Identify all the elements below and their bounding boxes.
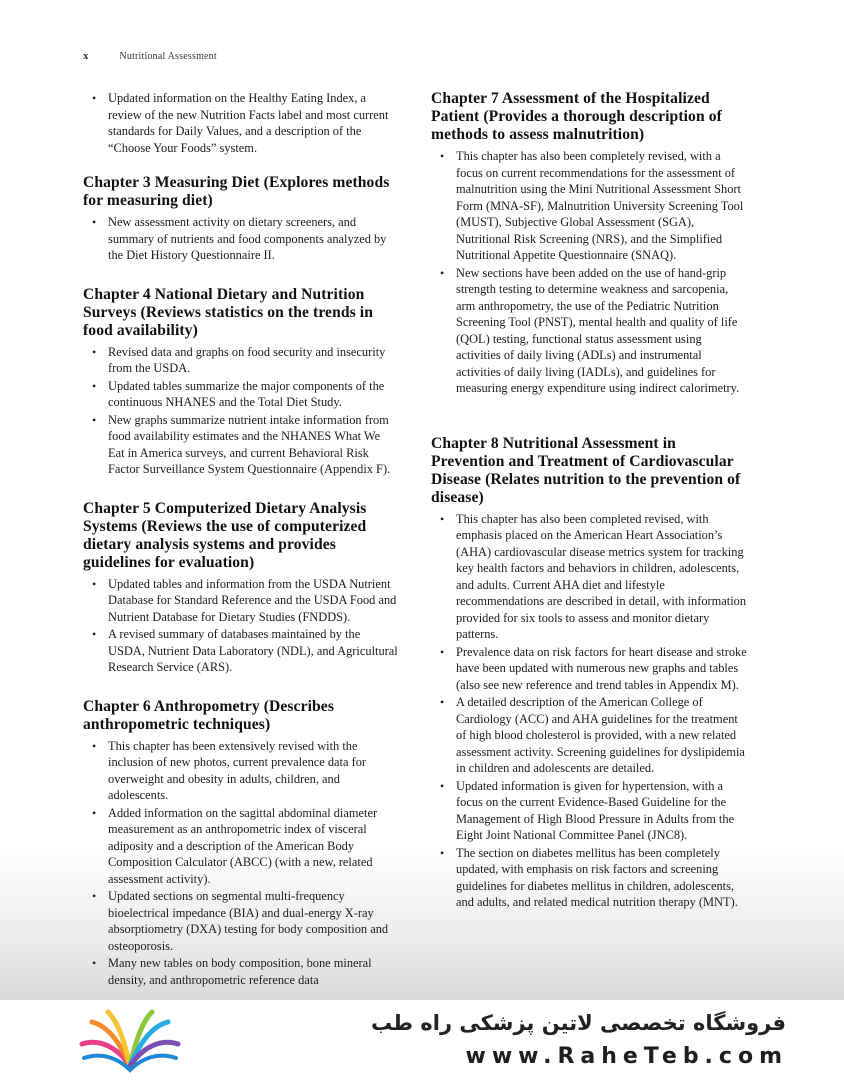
page-number: x bbox=[83, 50, 89, 62]
chapter-heading: Chapter 5 Computerized Dietary Analysis Systems (Reviews the use of computerized dietary analysis systems and provides guidelines for evaluation) bbox=[83, 499, 367, 571]
book-title: Nutritional Assessment bbox=[119, 51, 217, 62]
chapter-bullets bbox=[83, 738, 399, 989]
left-column bbox=[83, 90, 399, 1008]
chapter-bullets bbox=[431, 148, 749, 397]
chapter-5 bbox=[83, 500, 399, 676]
list-item: • Updated tables and information from the USDA Nutrient Database for Standard Reference and the USDA Food and Nutrient Database for Dietary Studies (FNDDS). bbox=[83, 576, 399, 626]
chapter-bullets bbox=[431, 511, 749, 911]
chapter-heading: Chapter 4 National Dietary and Nutrition Surveys (Reviews statistics on the trends in food availability) bbox=[83, 285, 373, 339]
open-book-logo-icon bbox=[78, 1008, 182, 1076]
list-item: • A revised summary of databases maintained by the USDA, Nutrient Data Laboratory (NDL), and Agricultural Research Service (ARS). bbox=[83, 626, 399, 676]
intro-bullets bbox=[83, 90, 399, 156]
list-item: • This chapter has been extensively revised with the inclusion of new photos, current prevalence data for overweight and obesity in adults, children, and adolescents. bbox=[83, 738, 399, 804]
list-item: • Prevalence data on risk factors for heart disease and stroke have been updated with numerous new graphs and tables (also see new reference and trend tables in Appendix M). bbox=[431, 644, 749, 694]
store-name: فروشگاه تخصصی لاتین پزشکی راه طب bbox=[371, 1011, 786, 1035]
list-item: • A detailed description of the American College of Cardiology (ACC) and AHA guidelines for the treatment of high blood cholesterol is provided, with a new related assessment activity. Screening guidelines for dyslipidemia in children and adolescents are detailed. bbox=[431, 694, 749, 777]
list-item: • Updated information on the Healthy Eating Index, a review of the new Nutrition Facts label and most current standards for Daily Values, and a description of the “Choose Your Foods” system. bbox=[83, 90, 399, 156]
chapter-bullets bbox=[83, 214, 399, 264]
list-item: • Revised data and graphs on food security and insecurity from the USDA. bbox=[83, 344, 399, 377]
list-item: • Updated sections on segmental multi-frequency bioelectrical impedance (BIA) and dual-energy X-ray absorptiometry (DXA) testing for body composition and osteoporosis. bbox=[83, 888, 399, 954]
right-column bbox=[431, 90, 749, 931]
list-item: • This chapter has also been completed revised, with emphasis placed on the American Heart Association’s (AHA) cardiovascular disease metrics system for tracking key health factors and behaviors in children, adolescents, and adults. Current AHA diet and lifestyle recommendations are described in detail, with information provided for six tools to assess and monitor dietary patterns. bbox=[431, 511, 749, 643]
chapter-bullets bbox=[83, 344, 399, 478]
list-item: • Updated tables summarize the major components of the continuous NHANES and the Total Diet Study. bbox=[83, 378, 399, 411]
list-item: • New sections have been added on the use of hand-grip strength testing to determine weakness and sarcopenia, arm anthropometry, the use of the Pediatric Nutrition Screening Tool (PNST), mental health and quality of life (QOL) testing, functional status assessment using activities of daily living (ADLs) and instrumental activities of daily living (IADLs), and guidelines for measuring energy expenditure using indirect calorimetry. bbox=[431, 265, 749, 397]
chapter-heading: Chapter 3 Measuring Diet (Explores methods for measuring diet) bbox=[83, 174, 390, 209]
list-item: • Added information on the sagittal abdominal diameter measurement as an anthropometric index of visceral adiposity and a description of the American Body Composition Calculator (ABCC) (with a new, related assessment activity). bbox=[83, 805, 399, 888]
list-item: • Many new tables on body composition, bone mineral density, and anthropometric reference data bbox=[83, 955, 399, 988]
chapter-heading: Chapter 6 Anthropometry (Describes anthropometric techniques) bbox=[83, 697, 334, 733]
chapter-bullets bbox=[83, 576, 399, 676]
chapter-4 bbox=[83, 286, 399, 478]
list-item: • The section on diabetes mellitus has been completely updated, with emphasis on risk factors and screening guidelines for diabetes mellitus in children, adolescents, and adults, and related medical nutrition therapy (MNT). bbox=[431, 845, 749, 911]
chapter-heading: Chapter 7 Assessment of the Hospitalized Patient (Provides a thorough description of methods to assess malnutrition) bbox=[431, 90, 722, 143]
list-item: • New graphs summarize nutrient intake information from food availability estimates and the NHANES What We Eat in America surveys, and current Behavioral Risk Factor Surveillance System Questionnaire (Appendix F). bbox=[83, 412, 399, 478]
chapter-heading: Chapter 8 Nutritional Assessment in Prevention and Treatment of Cardiovascular Disease (Relates nutrition to the prevention of disease) bbox=[431, 434, 741, 506]
list-item: • This chapter has also been completely revised, with a focus on current recommendations for the assessment of malnutrition using the Mini Nutritional Assessment Short Form (MNA-SF), Malnutrition University Screening Tool (MUST), Subjective Global Assessment (SGA), Nutritional Risk Screening (NRS), and the Simplified Nutritional Appetite Questionnaire (SNAQ). bbox=[431, 148, 749, 264]
intro-section bbox=[83, 90, 399, 156]
list-item: • Updated information is given for hypertension, with a focus on the current Evidence-Based Guideline for the Management of High Blood Pressure in Adults from the Eight Joint National Committee Panel (JNC8). bbox=[431, 778, 749, 844]
running-head bbox=[83, 50, 217, 62]
list-item: • New assessment activity on dietary screeners, and summary of nutrients and food components analyzed by the Diet History Questionnaire II. bbox=[83, 214, 399, 264]
chapter-6 bbox=[83, 698, 399, 989]
chapter-7 bbox=[431, 90, 749, 397]
store-url-link[interactable]: www.RaheTeb.com bbox=[465, 1044, 788, 1069]
chapter-3 bbox=[83, 174, 399, 264]
chapter-8 bbox=[431, 435, 749, 911]
